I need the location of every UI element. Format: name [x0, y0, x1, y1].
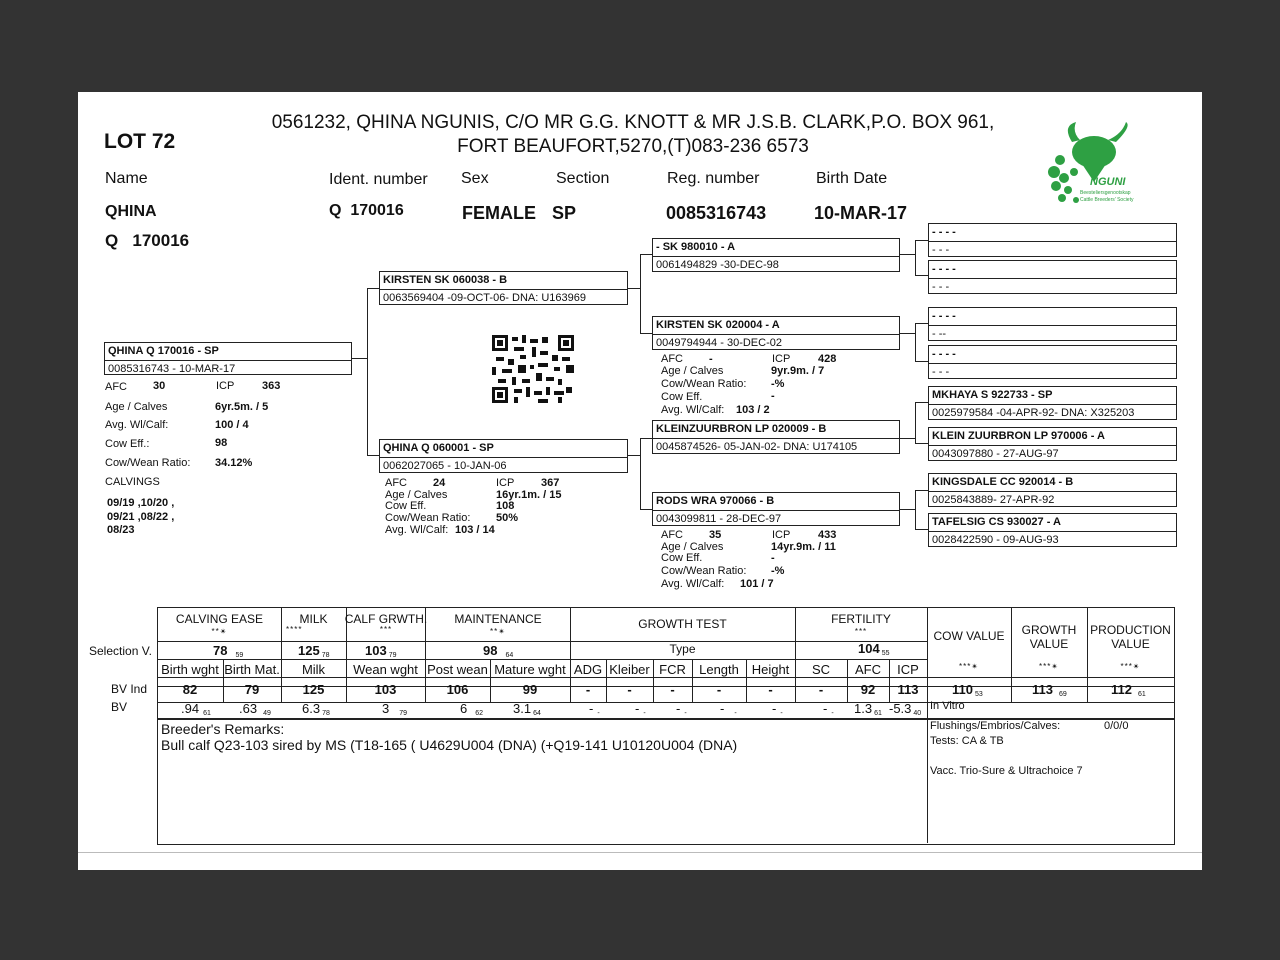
- sire-dam-cow-label: Cow Eff.: [661, 391, 703, 403]
- animal-sex: FEMALE: [462, 203, 536, 223]
- col-sc: SC: [811, 662, 831, 677]
- animal-name-2: Q 170016: [105, 231, 190, 250]
- logo-sub-1: Beesteliersgenootskap: [1080, 190, 1131, 196]
- sire-dam-ratio: -%: [771, 378, 785, 390]
- header-production-value-2: VALUE: [1111, 637, 1150, 651]
- gg-6-reg: 0043097880 - 27-AUG-97: [932, 448, 1059, 460]
- dam-dam-afc: 35: [709, 529, 722, 541]
- subject-icp-label: ICP: [216, 380, 235, 392]
- bv-ind-cow-value: 110 $_{53}$: [952, 682, 983, 698]
- header-calf-growth: CALF GRWTH.: [344, 612, 428, 626]
- gg-2-reg: - - -: [932, 281, 950, 293]
- animal-reg: 0085316743: [666, 203, 767, 223]
- dam-wl: 103 / 14: [455, 524, 495, 536]
- subject-afc-label: AFC: [105, 381, 127, 393]
- selv-fertility: 104 $_{55}$: [858, 641, 890, 657]
- logo-name: NGUNI: [1090, 176, 1126, 188]
- calving-ease-stars: **✴: [211, 627, 228, 636]
- dam-dam-icp: 433: [818, 529, 837, 541]
- growth-type-label: Type: [669, 642, 696, 656]
- col-birth-mat: Birth Mat.: [224, 662, 280, 677]
- bv-ind-birth-wght: 82: [182, 682, 198, 697]
- animal-name: QHINA: [105, 203, 157, 220]
- bv-post-wean: 6 $_{62}$: [460, 701, 484, 717]
- subject-age: 6yr.5m. / 5: [215, 401, 269, 413]
- bv-ind-icp: 113: [897, 682, 919, 697]
- subject-age-label: Age / Calves: [105, 401, 168, 413]
- label-sex: Sex: [461, 170, 489, 187]
- bv-ind-production-value: 112 $_{61}$: [1111, 682, 1146, 698]
- label-ident: Ident. number: [329, 171, 428, 188]
- vaccination-text: Vacc. Trio-Sure & Ultrachoice 7: [930, 765, 1083, 777]
- dam-icp: 367: [541, 477, 560, 489]
- subject-ratio: 34.12%: [215, 457, 253, 469]
- col-icp: ICP: [897, 662, 919, 677]
- animal-section: SP: [552, 203, 577, 223]
- dam-title: QHINA Q 060001 - SP: [383, 442, 494, 454]
- bv-birth-wght: .94 $_{61}$: [181, 701, 211, 717]
- bv-height: - $_-$: [772, 701, 783, 717]
- gg-box-4: [928, 345, 1177, 379]
- flushings-value: 0/0/0: [1104, 720, 1129, 732]
- header-growth-test: GROWTH TEST: [638, 617, 727, 631]
- subject-box: [104, 342, 352, 375]
- production-value-stars: ***✴: [1120, 662, 1141, 671]
- gg-7-title: KINGSDALE CC 920014 - B: [932, 476, 1074, 488]
- dam-age-label: Age / Calves: [385, 489, 448, 501]
- col-adg: ADG: [573, 662, 603, 677]
- dam-ratio-label: Cow/Wean Ratio:: [385, 512, 471, 524]
- col-fcr: FCR: [659, 662, 686, 677]
- bv-ind-post-wean: 106: [446, 682, 469, 697]
- dam-cow-label: Cow Eff.: [385, 500, 427, 512]
- gg-5-reg: 0025979584 -04-APR-92- DNA: X325203: [932, 407, 1135, 419]
- qr-code[interactable]: [492, 335, 574, 403]
- sire-title: KIRSTEN SK 060038 - B: [383, 274, 508, 286]
- logo-sub-2: Cattle Breeders' Society: [1080, 197, 1134, 203]
- fertility-stars: ***: [854, 627, 868, 636]
- subject-title: QHINA Q 170016 - SP: [108, 345, 219, 357]
- dam-wl-label: Avg. Wl/Calf:: [385, 524, 449, 536]
- sire-dam-box: [652, 316, 900, 350]
- dam-box: [379, 439, 628, 473]
- sire-sire-reg: 0061494829 -30-DEC-98: [656, 259, 779, 271]
- bv-mature-wght: 3.1 $_{64}$: [513, 701, 541, 717]
- header-milk: MILK: [299, 612, 328, 626]
- selv-milk: 125 $_{78}$: [298, 643, 330, 659]
- bv-fcr: - $_-$: [676, 701, 687, 717]
- bv-kleiber: - $_-$: [635, 701, 646, 717]
- page-divider: [78, 852, 1202, 853]
- bv-ind-height: -: [768, 682, 773, 697]
- dam-dam-icp-label: ICP: [772, 529, 791, 541]
- nguni-logo: [1046, 120, 1156, 212]
- col-kleiber: Kleiber: [609, 662, 650, 677]
- selv-calf: 103 $_{79}$: [365, 643, 397, 659]
- col-post-wean: Post wean: [427, 662, 488, 677]
- col-afc: AFC: [855, 662, 881, 677]
- bv-ind-wean-wght: 103: [374, 682, 397, 697]
- subject-afc: 30: [153, 380, 166, 392]
- label-birth: Birth Date: [816, 170, 888, 187]
- gg-1-reg: - - -: [932, 244, 950, 256]
- dam-reg: 0062027065 - 10-JAN-06: [383, 460, 507, 472]
- calvings-line-1: 09/19 ,10/20 ,: [107, 497, 175, 509]
- gg-6-title: KLEIN ZUURBRON LP 970006 - A: [932, 430, 1105, 442]
- dam-dam-cow: -: [771, 552, 775, 564]
- sire-dam-wl-label: Avg. Wl/Calf:: [661, 404, 725, 416]
- header-calving-ease: CALVING EASE: [175, 612, 264, 626]
- header-growth-value-2: VALUE: [1029, 637, 1069, 651]
- gg-4-title: - - - -: [932, 348, 956, 360]
- maintenance-stars: **✴: [490, 627, 506, 636]
- gg-5-title: MKHAYA S 922733 - SP: [932, 389, 1053, 401]
- selection-v-label: Selection V.: [89, 644, 152, 658]
- subject-cow-label: Cow Eff.:: [105, 438, 150, 450]
- subject-icp: 363: [262, 380, 281, 392]
- dam-dam-age-label: Age / Calves: [661, 541, 724, 553]
- selv-calving: 78 $_{59}$: [213, 643, 244, 659]
- owner-line-1: 0561232, QHINA NGUNIS, C/O MR G.G. KNOTT & MR J.S.B. CLARK,P.O. BOX 961,: [271, 112, 995, 133]
- dam-dam-box: [652, 492, 900, 526]
- qr-code-icon: [492, 335, 574, 403]
- bv-ind-length: -: [716, 682, 722, 697]
- header-fertility: FERTILITY: [831, 612, 891, 626]
- header-maintenance: MAINTENANCE: [454, 612, 542, 626]
- label-section: Section: [556, 170, 610, 187]
- gg-box-2: [928, 260, 1177, 294]
- label-name: Name: [105, 170, 148, 187]
- bv-ind-fcr: -: [670, 682, 675, 697]
- subject-ratio-label: Cow/Wean Ratio:: [105, 457, 191, 469]
- gg-8-reg: 0028422590 - 09-AUG-93: [932, 534, 1059, 546]
- sire-dam-afc-label: AFC: [661, 353, 683, 365]
- dam-dam-age: 14yr.9m. / 11: [771, 541, 836, 553]
- gg-2-title: - - - -: [932, 263, 956, 275]
- gg-1-title: - - - -: [932, 226, 956, 238]
- sire-dam-afc: -: [709, 353, 713, 365]
- gg-8-title: TAFELSIG CS 930027 - A: [932, 516, 1061, 528]
- header-production-value: PRODUCTION: [1090, 623, 1171, 637]
- label-reg: Reg. number: [667, 170, 760, 187]
- catalog-page: [78, 92, 1202, 870]
- flushings-label: Flushings/Embrios/Calves:: [930, 720, 1061, 732]
- calf-growth-stars: ***: [379, 625, 393, 634]
- bv-ind-afc: 92: [860, 682, 876, 697]
- sire-dam-icp-label: ICP: [772, 353, 791, 365]
- dam-afc: 24: [433, 477, 446, 489]
- owner-line-2: FORT BEAUFORT,5270,(T)083-236 6573: [457, 136, 809, 157]
- col-birth-wght: Birth wght: [161, 662, 219, 677]
- sire-dam-age: 9yr.9m. / 7: [771, 365, 825, 377]
- gg-7-reg: 0025843889- 27-APR-92: [932, 494, 1055, 506]
- cow-value-stars: ***✴: [958, 662, 980, 671]
- bv-label: BV: [111, 700, 128, 714]
- gg-box-5: [928, 386, 1177, 420]
- dam-dam-afc-label: AFC: [661, 529, 683, 541]
- gg-4-reg: - - -: [932, 366, 950, 378]
- gg-box-6: [928, 427, 1177, 461]
- dam-sire-title: KLEINZUURBRON LP 020009 - B: [656, 423, 827, 435]
- gg-3-title: - - - -: [932, 310, 956, 322]
- bv-ind-label: BV Ind: [111, 682, 148, 696]
- gg-3-reg: - --: [932, 328, 947, 340]
- bv-icp: -5.3 $_{40}$: [889, 701, 922, 717]
- calvings-line-3: 08/23: [107, 524, 135, 536]
- in-vitro-label: In Vitro: [930, 700, 965, 712]
- dam-dam-reg: 0043099811 - 28-DEC-97: [656, 513, 782, 525]
- col-length: Length: [699, 662, 739, 677]
- lot-number: LOT 72: [104, 130, 176, 153]
- subject-wl-label: Avg. Wl/Calf:: [105, 419, 169, 431]
- subject-reg: 0085316743 - 10-MAR-17: [108, 363, 236, 375]
- bv-ind-kleiber: -: [627, 682, 632, 697]
- selv-maintenance: 98 $_{64}$: [483, 643, 514, 659]
- remarks-text: Bull calf Q23-103 sired by MS (T18-165 ( U4629U004 (DNA) (+Q19-141 U10120U004 (DNA): [161, 737, 738, 753]
- subject-wl: 100 / 4: [215, 419, 249, 431]
- tests-text: Tests: CA & TB: [930, 735, 1004, 747]
- sire-dam-cow: -: [771, 390, 775, 402]
- dam-dam-cow-label: Cow Eff.: [661, 552, 703, 564]
- sire-dam-title: KIRSTEN SK 020004 - A: [656, 319, 780, 331]
- sire-sire-title: - SK 980010 - A: [656, 241, 736, 253]
- bv-birth-mat: .63 $_{49}$: [239, 701, 271, 717]
- animal-birth: 10-MAR-17: [814, 203, 908, 223]
- bv-ind-mature-wght: 99: [522, 682, 538, 697]
- gg-box-8: [928, 513, 1177, 547]
- dam-icp-label: ICP: [496, 477, 515, 489]
- dam-sire-box: [652, 420, 900, 454]
- header-cow-value: COW VALUE: [933, 629, 1005, 643]
- bv-ind-adg: -: [585, 682, 591, 697]
- bv-ind-sc: -: [818, 682, 824, 697]
- sire-dam-reg: 0049794944 - 30-DEC-02: [656, 337, 782, 349]
- subject-cow: 98: [215, 437, 228, 449]
- col-milk: Milk: [301, 662, 326, 677]
- gg-box-1: [928, 223, 1177, 257]
- header-growth-value: GROWTH: [1021, 623, 1077, 637]
- dam-dam-ratio-label: Cow/Wean Ratio:: [661, 565, 747, 577]
- milk-stars: ****: [286, 625, 303, 634]
- bv-length: - $_-$: [720, 701, 737, 717]
- dam-sire-reg: 0045874526- 05-JAN-02- DNA: U174105: [656, 441, 858, 453]
- bv-ind-growth-value: 113 $_{69}$: [1032, 682, 1067, 698]
- sire-dam-age-label: Age / Calves: [661, 365, 724, 377]
- sire-dam-ratio-label: Cow/Wean Ratio:: [661, 378, 747, 390]
- calvings-line-2: 09/21 ,08/22 ,: [107, 511, 175, 523]
- bv-wean-wght: 3 $_{79}$: [382, 701, 408, 717]
- dam-age: 16yr.1m. / 15: [496, 489, 562, 501]
- col-wean-wght: Wean wght: [353, 662, 418, 677]
- dam-cow: 108: [496, 500, 515, 512]
- bv-sc: - $_-$: [823, 701, 834, 717]
- sire-reg: 0063569404 -09-OCT-06- DNA: U163969: [383, 292, 587, 304]
- gg-box-7: [928, 473, 1177, 507]
- growth-value-stars: ***✴: [1038, 662, 1060, 671]
- bv-ind-milk: 125: [302, 682, 325, 697]
- dam-dam-wl-label: Avg. Wl/Calf:: [661, 578, 725, 590]
- sire-sire-box: [652, 238, 900, 272]
- calvings-label: CALVINGS: [105, 476, 160, 488]
- sire-dam-icp: 428: [818, 353, 837, 365]
- bv-ind-birth-mat: 79: [244, 682, 260, 697]
- dam-afc-label: AFC: [385, 477, 407, 489]
- bv-milk: 6.3 $_{78}$: [302, 701, 330, 717]
- col-mature-wght: Mature wght: [494, 662, 566, 677]
- dam-dam-ratio: -%: [771, 565, 785, 577]
- bv-afc: 1.3 $_{61}$: [854, 701, 882, 717]
- dam-dam-title: RODS WRA 970066 - B: [656, 495, 775, 507]
- dam-dam-wl: 101 / 7: [740, 578, 774, 590]
- remarks-title: Breeder's Remarks:: [161, 721, 285, 737]
- sire-box: [379, 271, 628, 305]
- gg-box-3: [928, 307, 1177, 341]
- sire-dam-wl: 103 / 2: [736, 404, 770, 416]
- col-height: Height: [751, 662, 790, 677]
- bv-adg: - $_-$: [589, 701, 600, 717]
- animal-ident: Q 170016: [329, 202, 404, 219]
- dam-ratio: 50%: [496, 512, 519, 524]
